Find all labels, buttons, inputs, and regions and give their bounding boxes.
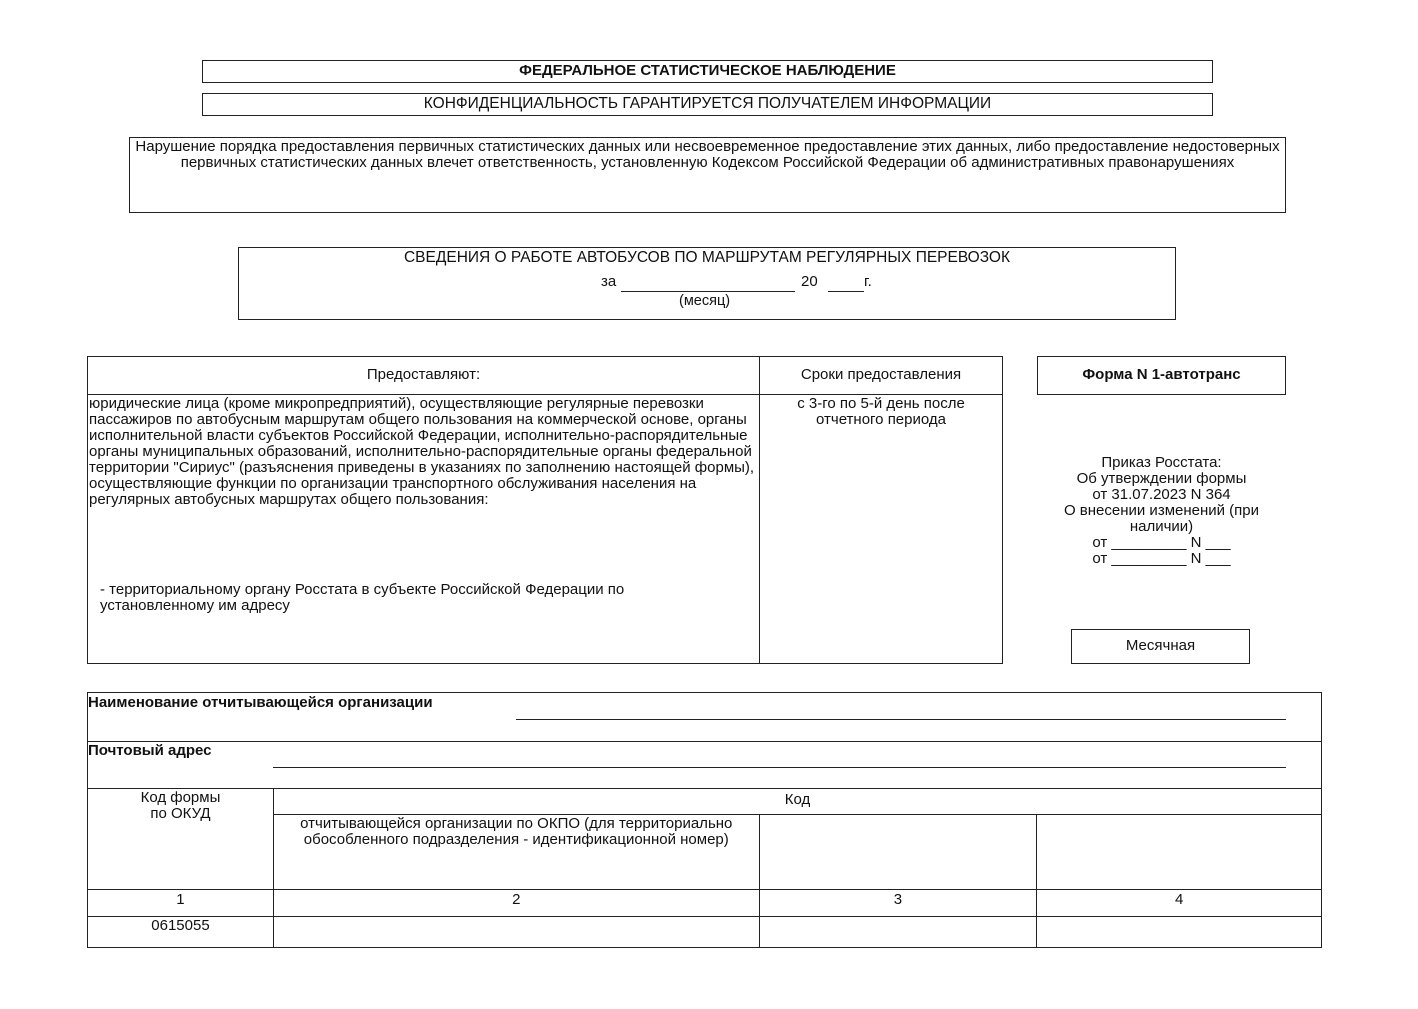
order-line-4: О внесении изменений (при наличии) [1063,502,1260,535]
okpo-code-field[interactable] [273,917,759,948]
code-field-3[interactable] [759,917,1037,948]
year-prefix: 20 [801,273,818,290]
column-number-4: 4 [1037,890,1322,917]
codes-table [87,788,1322,948]
form-number-box: Форма N 1-автотранс [1037,356,1286,395]
code-column-3-header [759,815,1037,890]
for-label: за [601,273,617,290]
okpo-header: отчитывающейся организации по ОКПО (для территориально обособленного подразделения - идентификационной номер) [273,815,759,890]
order-line-1: Приказ Росстата: [1101,454,1222,471]
column-number-1: 1 [88,890,274,917]
organization-divider [88,741,1321,742]
submission-column-divider [759,357,760,663]
organization-name-field[interactable] [516,719,1286,720]
code-column-4-header [1037,815,1322,890]
order-line-6: от _________ N ___ [1092,550,1231,567]
submission-table [87,356,1003,664]
deadline-text: с 3-го по 5-й день после отчетного периода [797,395,965,428]
order-line-2: Об утверждении формы [1076,470,1247,487]
order-line-5: от _________ N ___ [1092,534,1231,551]
order-line-3: от 31.07.2023 N 364 [1092,486,1231,503]
code-field-4[interactable] [1037,917,1322,948]
code-header: Код [273,789,1321,815]
who-text: юридические лица (кроме микропредприятий), осуществляющие регулярные перевозки пассажиров по автобусным маршрутам общего пользования на коммерческой основе, органы исполнительной власти субъектов Российской Федерации, исполнительно-распорядительные органы муниципальных образований, исполнительно-распорядительные органы федеральной территории "Сириус" (разъяснения приведены в указаниях по заполнению настоящей формы), осуществляющие функции по организации транспортного обслуживания населения на регулярных автобусных маршрутах общего пользования: [89,395,755,508]
report-title: СВЕДЕНИЯ О РАБОТЕ АВТОБУСОВ ПО МАРШРУТАМ РЕГУЛЯРНЫХ ПЕРЕВОЗОК [403,249,1011,266]
confidentiality-banner: КОНФИДЕНЦИАЛЬНОСТЬ ГАРАНТИРУЕТСЯ ПОЛУЧАТЕЛЕМ ИНФОРМАЦИИ [202,93,1213,116]
postal-address-label: Почтовый адрес [88,742,212,759]
year-blank-line[interactable] [828,291,864,292]
month-caption: (месяц) [679,293,731,309]
organization-name-label: Наименование отчитывающейся организации [88,694,433,711]
year-suffix: г. [864,273,872,290]
okud-code-value: 0615055 [88,917,274,948]
order-info [1037,455,1286,567]
okud-header: Код формы по ОКУД [88,789,274,890]
column-number-3: 3 [759,890,1037,917]
periodicity-box: Месячная [1071,629,1250,664]
postal-address-field[interactable] [273,767,1286,768]
report-title-box [238,247,1176,320]
who-header: Предоставляют: [366,366,481,383]
federal-observation-banner: ФЕДЕРАЛЬНОЕ СТАТИСТИЧЕСКОЕ НАБЛЮДЕНИЕ [202,60,1213,83]
month-blank-line[interactable] [621,291,795,292]
deadline-header: Сроки предоставления [800,366,962,383]
column-number-2: 2 [273,890,759,917]
organization-block [87,692,1322,789]
liability-warning: Нарушение порядка предоставления первичных статистических данных или несвоевременное предоставление этих данных, либо предоставление недостоверных первичных статистических данных влечет ответственность, установленную Кодексом Российской Федерации об административных правонарушениях [129,137,1286,213]
recipient-text: - территориальному органу Росстата в субъекте Российской Федерации по установленному им адресу [100,581,625,614]
